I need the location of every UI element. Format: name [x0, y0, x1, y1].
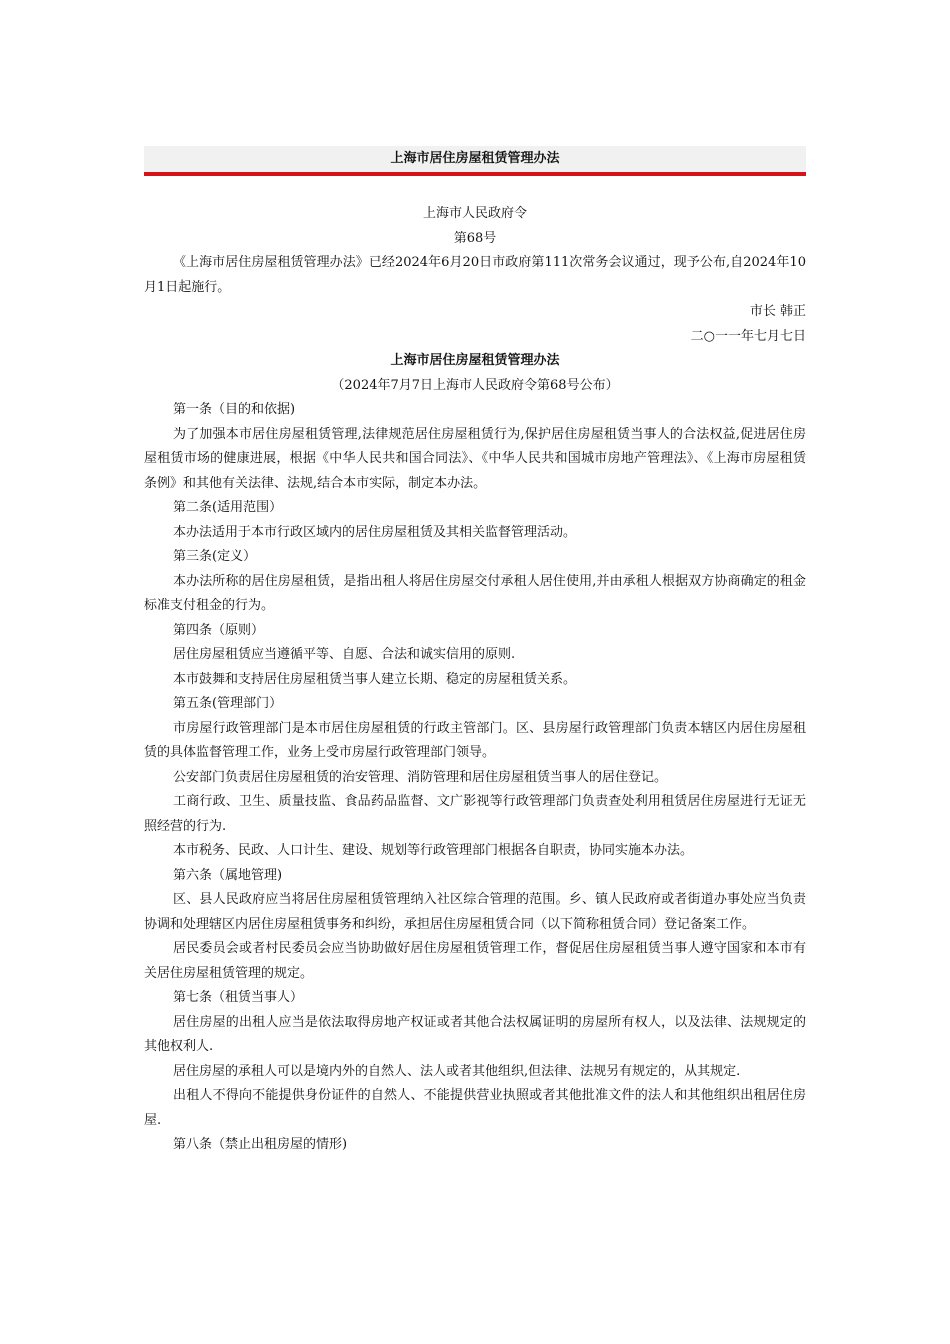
article-paragraph: 居住房屋的出租人应当是依法取得房地产权证或者其他合法权属证明的房屋所有权人，以及法律、法规规定的其他权利人.: [144, 1014, 806, 1054]
article-paragraph: 公安部门负责居住房屋租赁的治安管理、消防管理和居住房屋租赁当事人的居住登记。: [173, 769, 668, 785]
article-heading: 第二条(适用范围）: [173, 500, 283, 515]
article-paragraph: 本市鼓舞和支持居住房屋租赁当事人建立长期、稳定的房屋租赁关系。: [173, 671, 577, 687]
article-heading: 第三条(定义）: [173, 549, 257, 564]
page-title: 上海市居住房屋租赁管理办法: [144, 146, 806, 176]
order-date: 二○一一年七月七日: [690, 328, 806, 344]
article-paragraph: 居住房屋的承租人可以是境内外的自然人、法人或者其他组织,但法律、法规另有规定的，从其规定.: [173, 1063, 741, 1079]
article-paragraph: 本办法所称的居住房屋租赁，是指出租人将居住房屋交付承租人居住使用,并由承租人根据双方协商确定的租金标准支付租金的行为。: [144, 573, 806, 613]
order-number: 第68号: [453, 230, 497, 246]
article-paragraph: 居民委员会或者村民委员会应当协助做好居住房屋租赁管理工作，督促居住房屋租赁当事人遵守国家和本市有关居住房屋租赁管理的规定。: [144, 941, 806, 981]
article-paragraph: 居住房屋租赁应当遵循平等、自愿、合法和诚实信用的原则.: [173, 647, 516, 662]
article-paragraph: 区、县人民政府应当将居住房屋租赁管理纳入社区综合管理的范围。乡、镇人民政府或者街道办事处应当负责协调和处理辖区内居住房屋租赁事务和纠纷，承担居住房屋租赁合同（以下简称租赁合同）登记备案工作。: [144, 892, 806, 932]
article-heading: 第五条(管理部门）: [173, 696, 283, 711]
article-paragraph: 市房屋行政管理部门是本市居住房屋租赁的行政主管部门。区、县房屋行政管理部门负责本辖区内居住房屋租赁的具体监督管理工作，业务上受市房屋行政管理部门领导。: [144, 720, 806, 760]
article-paragraph: 本办法适用于本市行政区域内的居住房屋租赁及其相关监督管理活动。: [173, 524, 577, 540]
article-paragraph: 出租人不得向不能提供身份证件的自然人、不能提供营业执照或者其他批准文件的法人和其他组织出租居住房屋.: [144, 1088, 806, 1128]
document-title: 上海市居住房屋租赁管理办法: [390, 353, 560, 368]
article-paragraph: 工商行政、卫生、质量技监、食品药品监督、文广影视等行政管理部门负责查处利用租赁居住房屋进行无证无照经营的行为.: [144, 794, 806, 834]
document-subtitle: （2024年7月7日上海市人民政府令第68号公布）: [331, 377, 619, 393]
article-heading: 第一条（目的和依据): [173, 402, 296, 417]
order-signatory: 市长 韩正: [749, 304, 806, 319]
article-heading: 第八条（禁止出租房屋的情形): [173, 1137, 348, 1152]
article-paragraph: 为了加强本市居住房屋租赁管理,法律规范居住房屋租赁行为,保护居住房屋租赁当事人的合法权益,促进居住房屋租赁市场的健康进展，根据《中华人民共和国合同法》、《中华人民共和国城市房地产管理法》、《上海市房屋租赁条例》和其他有关法律、法规,结合本市实际，制定本办法。: [144, 426, 806, 491]
order-issuer: 上海市人民政府令: [422, 206, 527, 221]
order-announcement: 《上海市居住房屋租赁管理办法》已经2024年6月20日市政府第111次常务会议通过，现予公布,自2024年10月1日起施行。: [144, 255, 806, 295]
article-heading: 第六条（属地管理): [173, 867, 283, 883]
article-heading: 第四条（原则）: [173, 622, 265, 638]
document-body: [144, 202, 806, 1158]
article-heading: 第七条（租赁当事人）: [173, 990, 304, 1005]
article-paragraph: 本市税务、民政、人口计生、建设、规划等行政管理部门根据各自职责，协同实施本办法。: [173, 843, 694, 858]
